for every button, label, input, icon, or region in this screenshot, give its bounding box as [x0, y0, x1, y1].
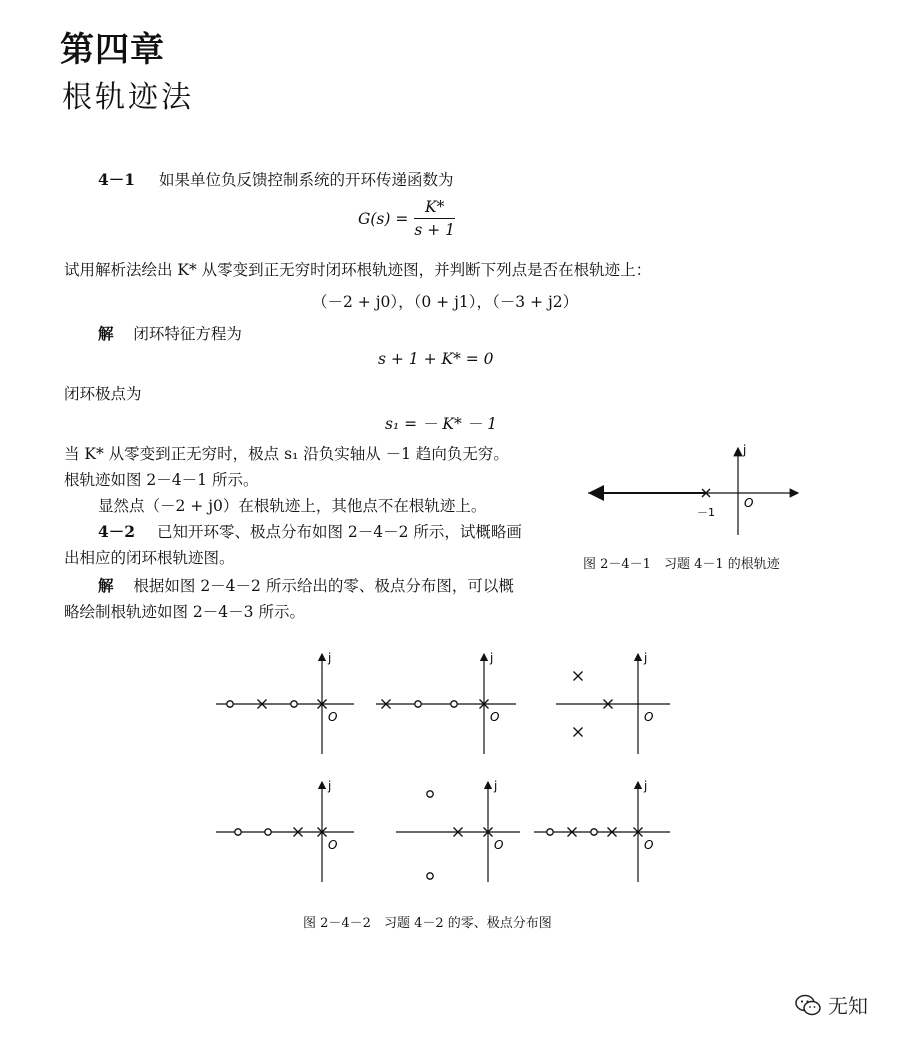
description-line-1: 当 K* 从零变到正无穷时，极点 s₁ 沿负实轴从 －1 趋向负无穷。 [64, 445, 509, 463]
zero-marker [415, 701, 421, 707]
j-label: j [644, 651, 648, 665]
watermark [794, 990, 868, 1019]
solution-4-1 [98, 322, 242, 344]
zero-marker [227, 701, 233, 707]
chapter-title: 第四章 [60, 30, 165, 70]
watermark-text: 无知 [828, 994, 868, 1018]
description-line-3: 显然点（－2 + j0）在根轨迹上，其他点不在根轨迹上。 [98, 497, 487, 515]
transfer-function [358, 198, 455, 239]
zero-marker [427, 873, 433, 879]
zero-marker [265, 829, 271, 835]
problem-number: 4－2 [98, 522, 136, 541]
zero-marker [451, 701, 457, 707]
j-label: j [490, 651, 494, 665]
origin-label: O [644, 710, 654, 724]
problem-4-2-text: 已知开环零、极点分布如图 2－4－2 所示，试概略画 [156, 523, 522, 541]
problem-4-2-line-1 [98, 520, 522, 542]
zero-marker [427, 791, 433, 797]
zero-marker [547, 829, 553, 835]
origin-label: O [494, 838, 504, 852]
tf-lhs: G(s) = [358, 209, 409, 228]
solution-4-2-text: 根据如图 2－4－2 所示给出的零、极点分布图，可以概 [133, 577, 514, 595]
pole-zero-plot-4 [216, 779, 354, 882]
origin-label: O [490, 710, 500, 724]
solution-4-2-line-1 [98, 574, 514, 596]
origin-label: O [328, 838, 338, 852]
problem-4-1-intro [98, 168, 453, 190]
tf-numerator: K* [414, 198, 455, 219]
solution-label: 解 [98, 576, 114, 595]
test-points: （－2 + j0），（0 + j1），（－3 + j2） [312, 293, 579, 311]
figure-2-4-1-caption: 图 2－4－1 习题 4－1 的根轨迹 [583, 557, 780, 572]
j-label: j [494, 779, 498, 793]
problem-prompt: 如果单位负反馈控制系统的开环传递函数为 [158, 171, 454, 189]
figure-2-4-2-caption: 图 2－4－2 习题 4－2 的零、极点分布图 [303, 916, 552, 931]
pole-equation: s₁ = － K* － 1 [385, 415, 497, 433]
pole-marker [574, 672, 583, 681]
pole-zero-plot-2 [376, 651, 516, 754]
pole-zero-plot-3 [556, 651, 670, 754]
zero-marker [291, 701, 297, 707]
j-label: j [644, 779, 648, 793]
j-label: j [743, 443, 747, 457]
figure-2-4-1 [580, 440, 810, 540]
figure-2-4-2 [210, 648, 670, 892]
characteristic-equation: s + 1 + K* = 0 [378, 350, 494, 368]
wechat-icon [794, 993, 822, 1017]
pole-marker [574, 728, 583, 737]
solution-label: 解 [98, 324, 114, 343]
solution-text: 闭环特征方程为 [133, 325, 242, 343]
description-line-2: 根轨迹如图 2－4－1 所示。 [64, 471, 259, 489]
zero-marker [235, 829, 241, 835]
solution-4-2-line-2: 略绘制根轨迹如图 2－4－3 所示。 [64, 603, 305, 621]
pole-label: －1 [697, 506, 715, 519]
origin-label: O [644, 838, 654, 852]
tf-fraction [414, 198, 455, 239]
pole-zero-plot-6 [534, 779, 670, 882]
problem-4-2-line-2: 出相应的闭环根轨迹图。 [64, 549, 235, 567]
problem-number: 4－1 [98, 170, 136, 189]
pole-zero-plot-5 [396, 779, 520, 882]
origin-label: O [744, 496, 754, 510]
origin-label: O [328, 710, 338, 724]
poles-text: 闭环极点为 [64, 385, 142, 403]
zero-marker [591, 829, 597, 835]
problem-ask: 试用解析法绘出 K* 从零变到正无穷时闭环根轨迹图，并判断下列点是否在根轨迹上： [64, 261, 652, 279]
pole-zero-plot-1 [216, 651, 354, 754]
j-label: j [328, 779, 332, 793]
chapter-subtitle: 根轨迹法 [62, 80, 194, 115]
j-label: j [328, 651, 332, 665]
tf-denominator: s + 1 [414, 221, 456, 239]
